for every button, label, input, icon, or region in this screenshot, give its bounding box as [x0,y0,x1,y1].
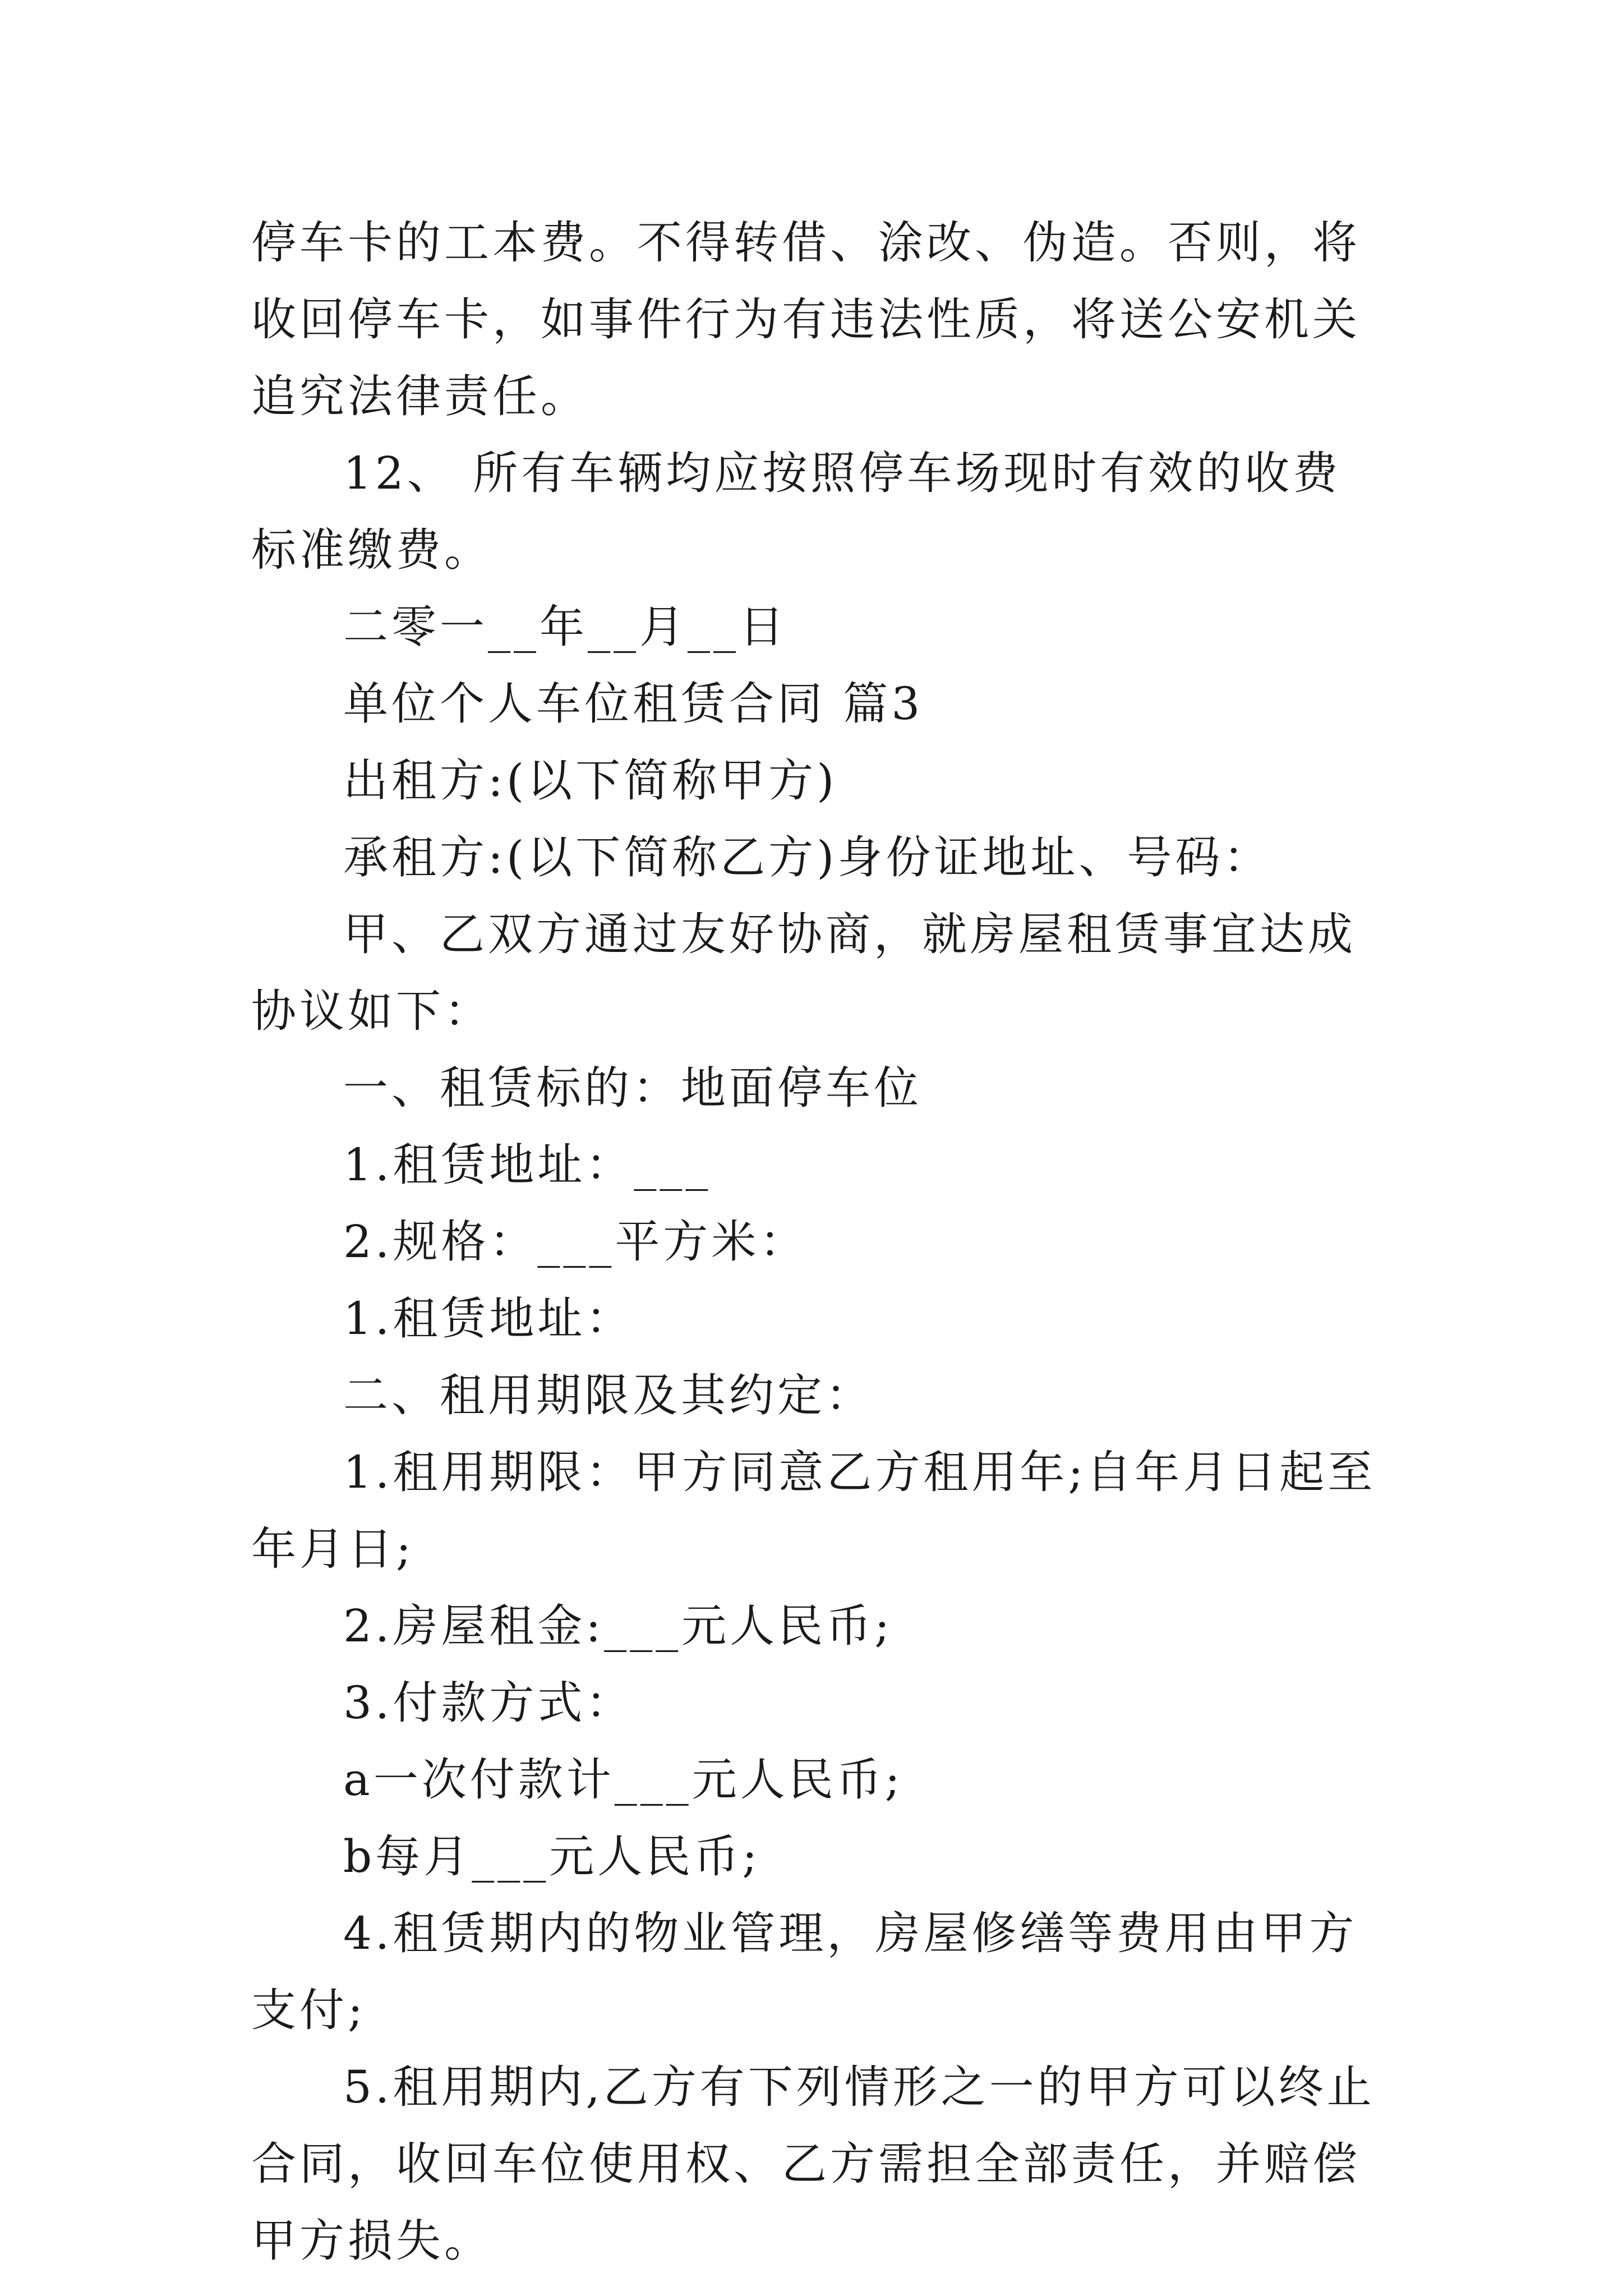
clause-item: 5.租用期内,乙方有下列情形之一的甲方可以终止合同，收回车位使用权、乙方需担全部责任，并赔偿甲方损失。 [251,2061,1375,2267]
paragraph-lessee: 承租方:(以下简称乙方)身份证地址、号码： [343,831,1272,884]
clause-item: 1.租用期限：甲方同意乙方租用年;自年月日起至年月日; [251,1446,1376,1575]
document-body [251,204,1384,2279]
clause-item: 4.租赁期内的物业管理，房屋修缮等费用由甲方支付; [251,1907,1358,2036]
paragraph-continuation: 停车卡的工本费。不得转借、涂改、伪造。否则，将收回停车卡，如事件行为有违法性质，将送公安机关追究法律责任。 [251,217,1361,422]
paragraph-date: 二零一__年__月__日 [343,601,787,653]
clause-item: 3.付款方式： [343,1677,634,1729]
paragraph-agreement: 甲、乙双方通过友好协商，就房屋租赁事宜达成协议如下： [251,908,1356,1037]
clause-item: 2.规格：___平方米： [343,1216,808,1268]
clause-item: b每月___元人民币; [343,1830,761,1883]
clause-item: a一次付款计___元人民币; [343,1754,903,1806]
paragraph-item-12: 12、 所有车辆均应按照停车场现时有效的收费标准缴费。 [251,447,1341,576]
clause-item: 1.租赁地址： [343,1292,634,1345]
clause-item: 1.租赁地址：___ [343,1139,712,1191]
clause-heading-2: 二、租用期限及其约定： [343,1369,874,1421]
clause-item: 2.房屋租金:___元人民币; [343,1600,893,1652]
paragraph-lessor: 出租方:(以下简称甲方) [343,754,838,807]
section-title: 单位个人车位租赁合同 篇3 [343,678,924,730]
clause-heading-1: 一、租赁标的：地面停车位 [343,1062,922,1114]
